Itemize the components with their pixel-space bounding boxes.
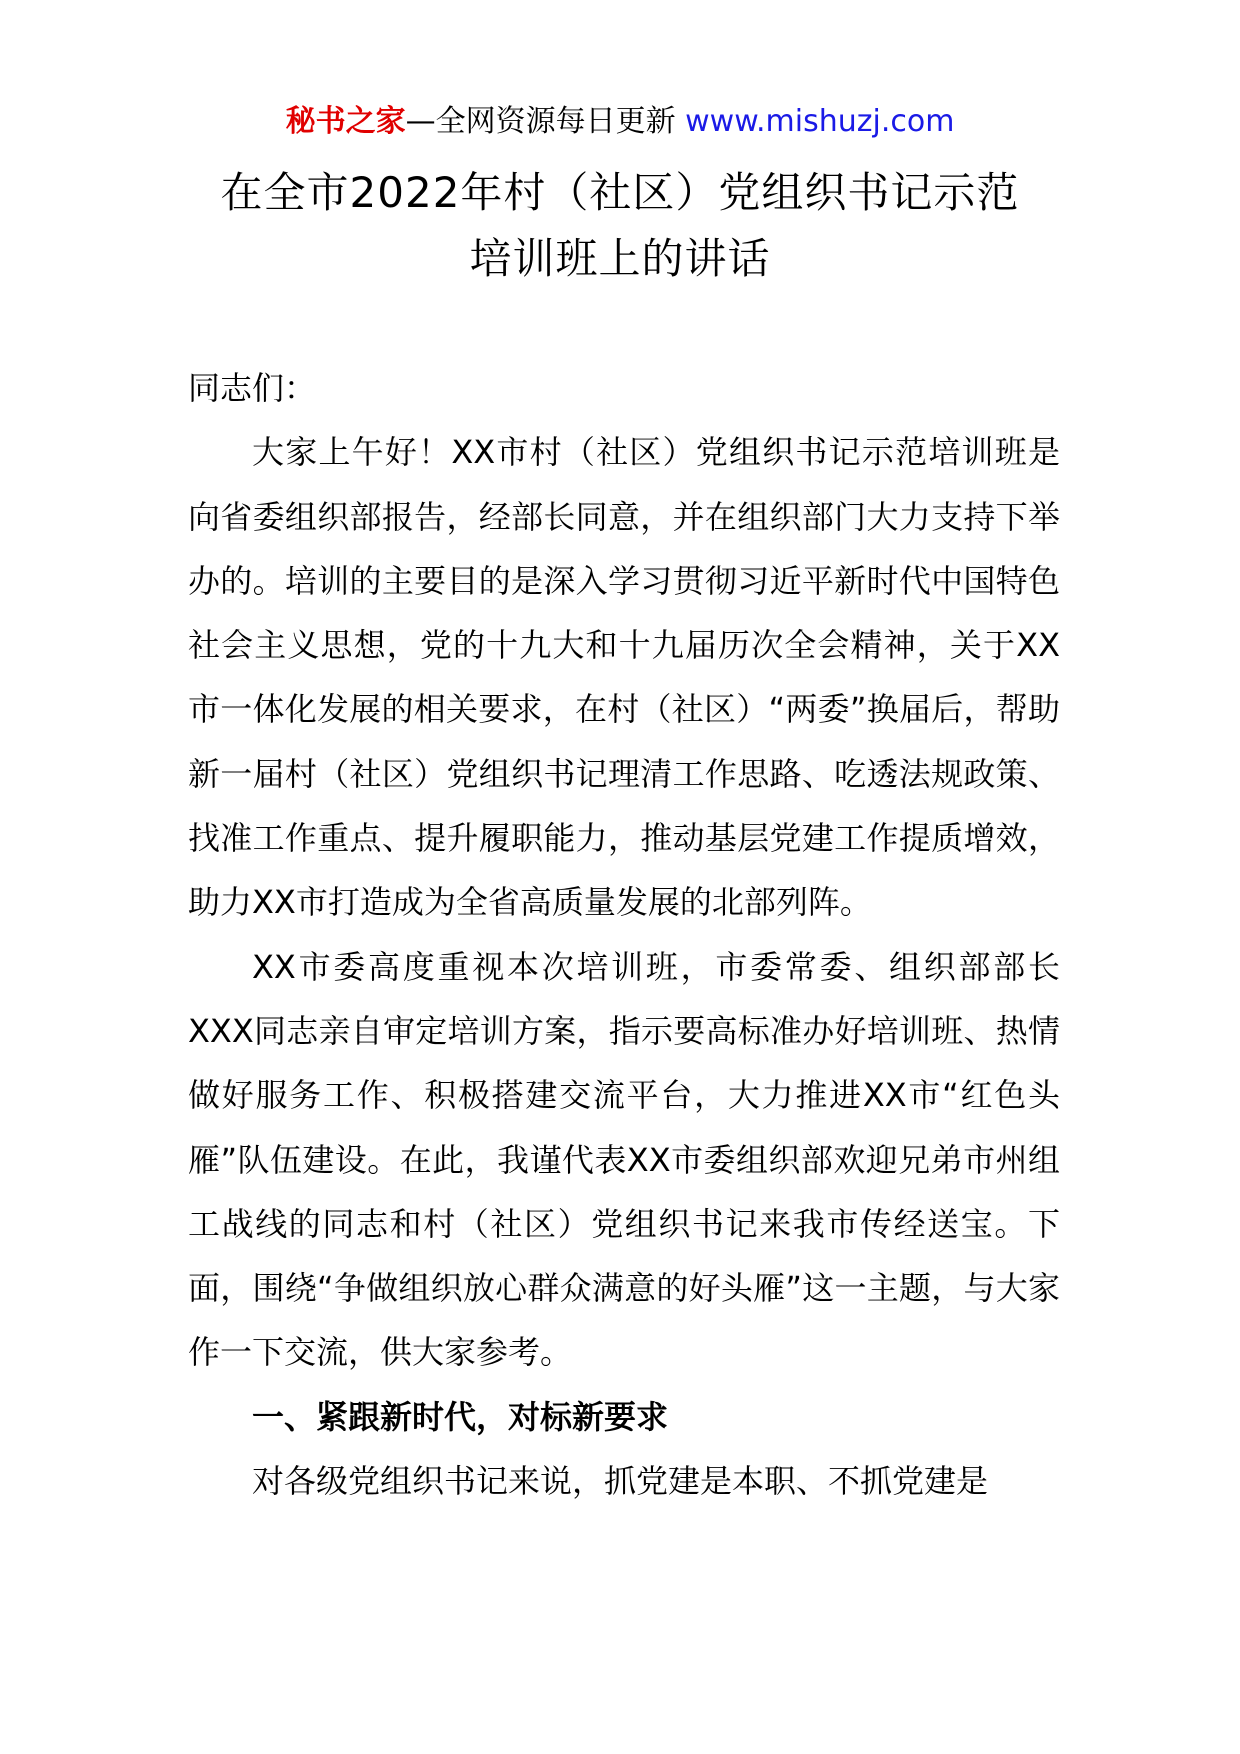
header-slogan: —全网资源每日更新	[405, 104, 686, 139]
brand-name: 秘书之家	[285, 104, 406, 139]
title-line-2: 培训班上的讲话	[469, 234, 771, 283]
site-url-link[interactable]: www.mishuzj.com	[685, 104, 955, 139]
paragraph-2: XX市委高度重视本次培训班，市委常委、组织部部长XXX同志亲自审定培训方案，指示要高标准办好培训班、热情做好服务工作、积极搭建交流平台，大力推进XX市“红色头雁”队伍建设。在此，我谨代表XX市委组织部欢迎兄弟市州组工战线的同志和村（社区）党组织书记来我市传经送宝。下面，围绕“争做组织放心群众满意的好头雁”这一主题，与大家作一下交流，供大家参考。	[188, 947, 1060, 1372]
site-header	[0, 100, 1240, 144]
section-heading-1: 一、紧跟新时代，对标新要求	[252, 1397, 669, 1436]
paragraph-3: 对各级党组织书记来说，抓党建是本职、不抓党建是	[252, 1462, 989, 1501]
title-line-1: 在全市2022年村（社区）党组织书记示范	[220, 168, 1020, 217]
salutation: 同志们：	[188, 369, 317, 407]
document-body	[188, 356, 1060, 1513]
document-title	[120, 160, 1120, 292]
paragraph-1: 大家上午好！XX市村（社区）党组织书记示范培训班是向省委组织部报告，经部长同意，并在组织部门大力支持下举办的。培训的主要目的是深入学习贯彻习近平新时代中国特色社会主义思想，党的十九大和十九届历次全会精神，关于XX市一体化发展的相关要求，在村（社区）“两委”换届后，帮助新一届村（社区）党组织书记理清工作思路、吃透法规政策、找准工作重点、提升履职能力，推动基层党建工作提质增效，助力XX市打造成为全省高质量发展的北部列阵。	[188, 433, 1060, 922]
